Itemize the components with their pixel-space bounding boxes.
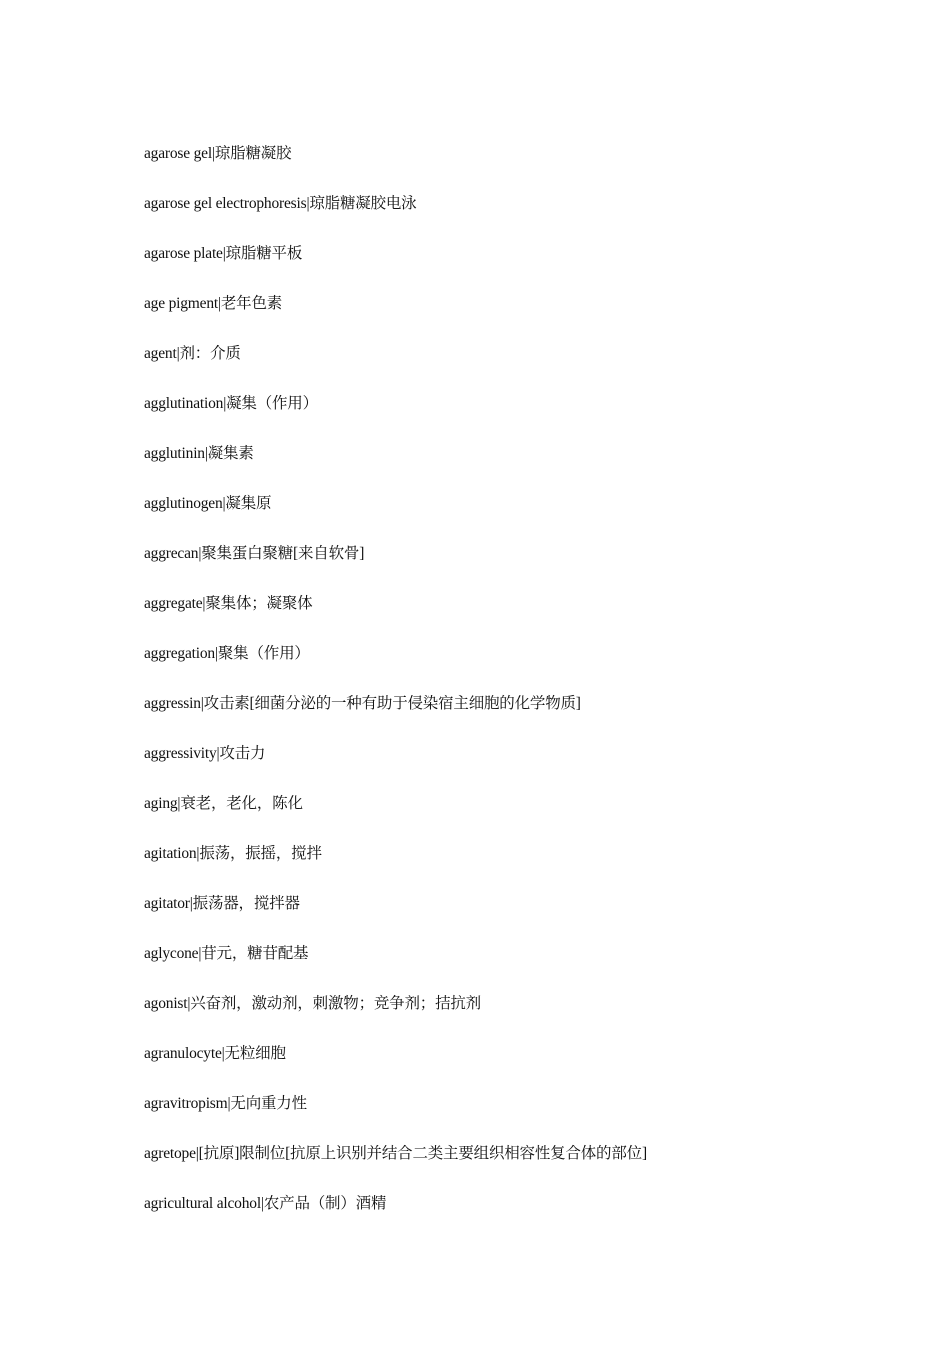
glossary-entry: age pigment|老年色素 xyxy=(144,295,283,312)
glossary-entry: aglycone|苷元，糖苷配基 xyxy=(144,945,309,962)
glossary-entry: agranulocyte|无粒细胞 xyxy=(144,1045,286,1062)
glossary-entry: aggregation|聚集（作用） xyxy=(144,645,310,662)
glossary-entry: agglutinogen|凝集原 xyxy=(144,495,272,512)
glossary-entry: agarose gel|琼脂糖凝胶 xyxy=(144,145,292,162)
glossary-entry: aggressin|攻击素[细菌分泌的一种有助于侵染宿主细胞的化学物质] xyxy=(144,695,581,712)
glossary-entry: aging|衰老，老化，陈化 xyxy=(144,795,303,812)
glossary-entry: agonist|兴奋剂，激动剂，刺激物；竞争剂；拮抗剂 xyxy=(144,995,481,1012)
glossary-entry: agglutinin|凝集素 xyxy=(144,445,254,462)
glossary-entry: agitation|振荡，振摇，搅拌 xyxy=(144,845,322,862)
glossary-entry: agarose gel electrophoresis|琼脂糖凝胶电泳 xyxy=(144,195,417,212)
glossary-entry: agravitropism|无向重力性 xyxy=(144,1095,307,1112)
glossary-entry: agitator|振荡器，搅拌器 xyxy=(144,895,300,912)
glossary-entry: agent|剂：介质 xyxy=(144,345,241,362)
glossary-entry: aggressivity|攻击力 xyxy=(144,745,266,762)
glossary-entry: agarose plate|琼脂糖平板 xyxy=(144,245,303,262)
glossary-entry: aggregate|聚集体；凝聚体 xyxy=(144,595,313,612)
glossary-entry: agretope|[抗原]限制位[抗原上识别并结合二类主要组织相容性复合体的部位] xyxy=(144,1145,647,1162)
glossary-entry: agglutination|凝集（作用） xyxy=(144,395,318,412)
glossary-entry: agricultural alcohol|农产品（制）酒精 xyxy=(144,1195,387,1212)
glossary-list xyxy=(144,140,904,1240)
glossary-entry: aggrecan|聚集蛋白聚糖[来自软骨] xyxy=(144,545,365,562)
